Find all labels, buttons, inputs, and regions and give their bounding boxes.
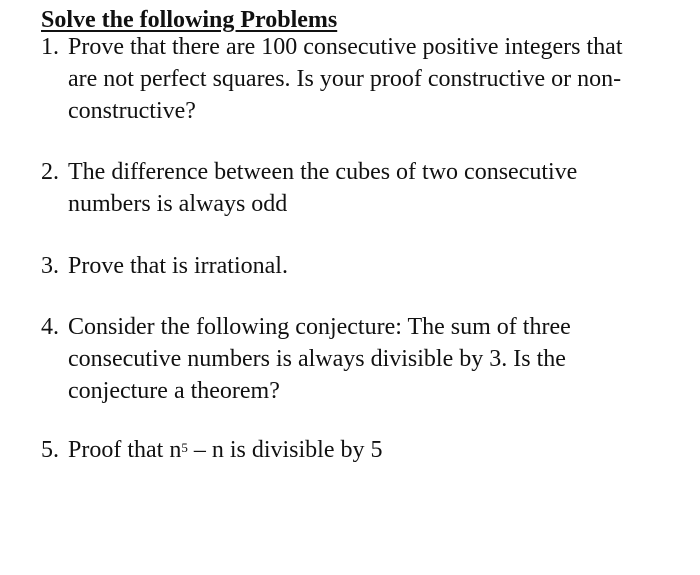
problem-text-line: Consider the following conjecture: The sum of three bbox=[68, 314, 571, 340]
problem-1 bbox=[41, 31, 622, 127]
problem-number: 5. bbox=[41, 437, 59, 463]
problem-text-line: Prove that there are 100 consecutive positive integers that bbox=[68, 34, 623, 60]
problem-3 bbox=[41, 250, 288, 282]
problem-text-before-exponent: Proof that n bbox=[68, 437, 182, 463]
exponent: 5 bbox=[181, 440, 188, 455]
document-heading: Solve the following Problems bbox=[41, 7, 338, 33]
problem-text-line: are not perfect squares. Is your proof constructive or non- bbox=[68, 66, 622, 92]
problem-number: 4. bbox=[41, 314, 59, 340]
problem-number: 3. bbox=[41, 253, 59, 279]
problem-text-line: numbers is always odd bbox=[68, 191, 288, 217]
problem-text-line: constructive? bbox=[68, 98, 196, 124]
problem-text-line: conjecture a theorem? bbox=[68, 378, 280, 404]
problem-text-line: The difference between the cubes of two consecutive bbox=[68, 159, 578, 185]
problem-text-line bbox=[68, 434, 383, 466]
problem-text-line: consecutive numbers is always divisible by 3. Is the bbox=[68, 346, 566, 372]
problem-2 bbox=[41, 156, 577, 220]
problem-number: 2. bbox=[41, 159, 59, 185]
problem-number: 1. bbox=[41, 34, 59, 60]
problem-4 bbox=[41, 311, 571, 407]
problem-text-after-exponent: – n is divisible by 5 bbox=[187, 437, 383, 463]
problem-text-line: Prove that is irrational. bbox=[68, 253, 288, 279]
problem-5 bbox=[41, 434, 383, 466]
